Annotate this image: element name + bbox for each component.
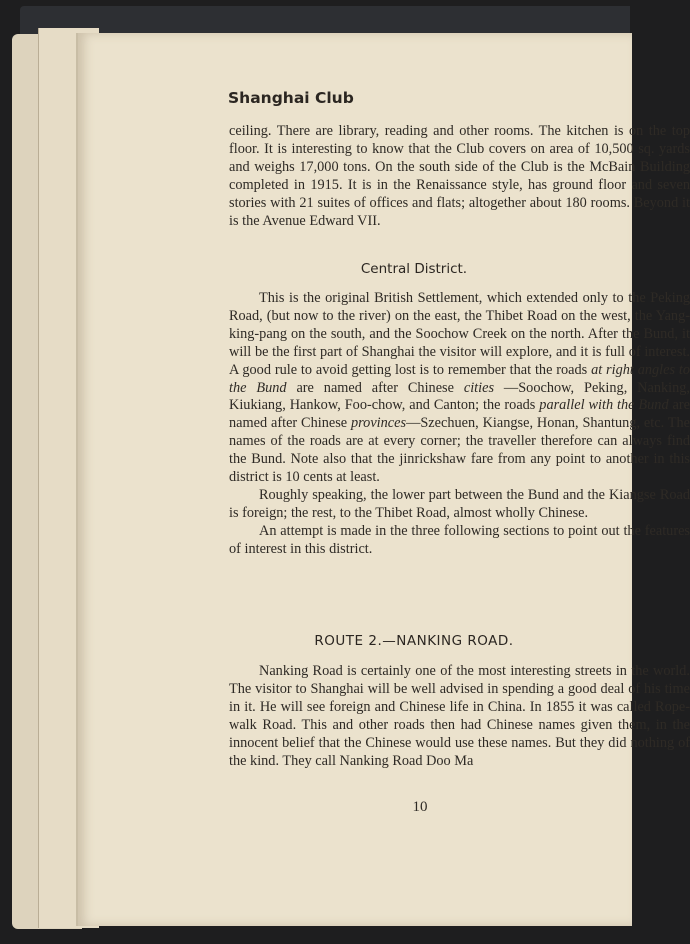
running-header: Shanghai Club: [228, 89, 354, 107]
intro-text: [229, 123, 690, 230]
book-cover-edge: [20, 6, 630, 36]
central-paragraph-2: Roughly speaking, the lower part between the Bund and the Kiangse Road is foreign; the rest, to the Thibet Road, almost wholly Chinese.: [229, 486, 690, 521]
route-2-text: [229, 663, 690, 770]
central-paragraph-1: This is the original British Settlement, which extended only to the Peking Road, (but now to the river) on the east, the Thibet Road on the west, the Yang-king-pang on the south, and the Soochow Creek on the north. After the Bund, it will be the first part of Shanghai the visitor will explore, and it is full of interest. A good rule to avoid getting lost is to remember that the roads at right angles to the Bund are named after Chinese cities —Soochow, Peking, Nanking, Kiukiang, Hankow, Foo-chow, and Canton; the roads parallel with the Bund are named after Chinese provinces—Szechuen, Kiangse, Honan, Shantung, etc. The names of the roads are at every corner; the traveller therefore can always find the Bund. Note also that the jinrickshaw fare from any point to another in this district is 10 cents at least.: [229, 290, 690, 486]
central-paragraph-3: An attempt is made in the three following sections to point out the features of interest in this district.: [229, 522, 690, 557]
section-heading-route-2: ROUTE 2.—NANKING ROAD.: [314, 633, 514, 649]
book-page: [76, 33, 690, 926]
page-number: 10: [412, 799, 428, 815]
section-heading-central-district: Central District.: [360, 261, 468, 277]
intro-paragraph: ceiling. There are library, reading and other rooms. The kitchen is on the top floor. It is interesting to know that the Club covers on area of 10,500 sq. yards and weighs 17,000 tons. On the south side of the Club is the McBain Building completed in 1915. It is in the Renaissance style, has ground floor and seven stories with 21 suites of offices and flats; altogether about 180 rooms. Beyond it is the Avenue Edward VII.: [229, 123, 690, 229]
central-district-text: [229, 290, 690, 559]
route-paragraph: Nanking Road is certainly one of the most interesting streets in the world. The visitor to Shanghai will be well advised in spending a good deal of his time in it. He will see foreign and Chinese life in China. In 1855 it was called Rope-walk Road. This and other roads then had Chinese names given them, in the innocent belief that the Chinese would use these names. But they did nothing of the kind. They call Nanking Road Doo Ma: [229, 663, 690, 769]
